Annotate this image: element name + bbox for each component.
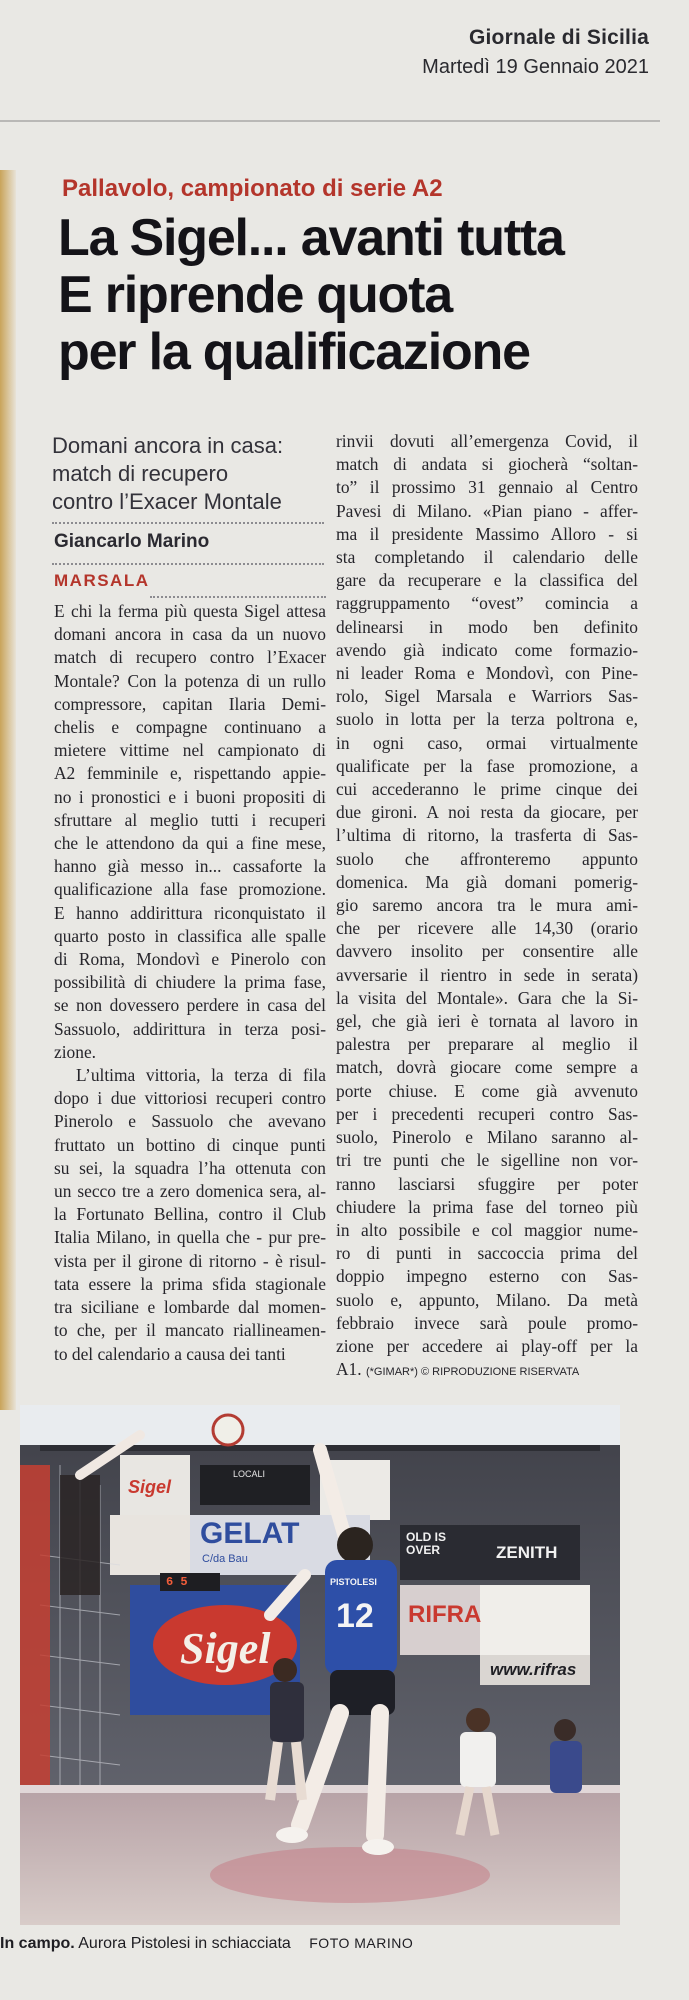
article-text-line: E hanno addirittura riconquistato il	[54, 902, 326, 923]
article-text-line: possibilità di chiudere la prima fase,	[54, 972, 326, 993]
article-text-line: in ogni caso, ormai virtualmente	[336, 732, 638, 753]
article-text-line: qualificate per la fase promozione, a	[336, 755, 638, 776]
article-text-line: vista per il girone di ritorno - è risul-	[54, 1250, 326, 1271]
deck-divider	[52, 522, 324, 524]
article-text-line: match di recupero contro l’Exacer	[54, 647, 326, 668]
article-text-line: avendo già indicato come formazio-	[336, 639, 638, 660]
article-text-line: gel, che già ieri è tornata al lavoro in	[336, 1011, 638, 1032]
sign-locali: LOCALI	[233, 1469, 266, 1479]
dateline: MARSALA	[54, 571, 150, 590]
article-text-line: dopo i due vittoriosi recuperi contro	[54, 1088, 326, 1109]
article-text-line: ma il presidente Massimo Alloro - si	[336, 523, 638, 544]
kicker: Pallavolo, campionato di serie A2	[62, 175, 443, 202]
article-column-2	[336, 430, 638, 1384]
article-text-line: raggruppamento “ovest” comincia a	[336, 593, 638, 614]
article-text-line: tra siciliane e lombarde dal momen-	[54, 1297, 326, 1318]
article-text-line: ranno lasciarsi sfuggire per poter	[336, 1173, 638, 1194]
article-text-line: tri tre punti che le sigelline non vor-	[336, 1150, 638, 1171]
article-column-1	[54, 600, 326, 1366]
headline-line: E riprende quota	[58, 266, 452, 324]
headline-line: per la qualificazione	[58, 323, 530, 381]
article-text-line: di Roma, Mondovì e Pinerolo con	[54, 949, 326, 970]
article-text-line: febbraio invece sarà poule promo-	[336, 1312, 638, 1333]
sign-address: C/da Bau	[202, 1553, 248, 1565]
article-text-line: to” il prossimo 31 gennaio al Centro	[336, 477, 638, 498]
article-text-line: quarto posto in classifica alle spalle	[54, 925, 326, 946]
article-text-line: porte chiuse. E come già avvenuto	[336, 1080, 638, 1101]
article-text-line: to del calendario a causa dei tanti	[54, 1343, 286, 1364]
jersey-number: 12	[336, 1597, 374, 1635]
article-text-line: davvero insolito per consentire alle	[336, 941, 638, 962]
reproduction-credit: (*GIMAR*) © RIPRODUZIONE RISERVATA	[365, 1366, 580, 1379]
article-text-line: suolo che affronteremo appunto	[336, 848, 638, 869]
article-text-line: L’ultima vittoria, la terza di fila	[76, 1065, 326, 1086]
article-text-line: sta completando il calendario delle	[336, 547, 638, 568]
article-text-line: match di andata si giocherà “soltan-	[336, 454, 638, 475]
article-text-line: zione.	[54, 1041, 97, 1062]
masthead-rule	[0, 120, 660, 122]
article-text-line: Montale? Con la potenza di un rullo	[54, 670, 326, 691]
dateline-divider	[150, 596, 326, 598]
article-text-line: chelis e compagne continuano a	[54, 717, 326, 738]
article-closing-line	[336, 1358, 638, 1384]
sign-sigel-small: Sigel	[128, 1477, 172, 1497]
photo-credit: FOTO MARINO	[309, 1935, 414, 1951]
article-text-line: che le attendono da qui a fine mese,	[54, 833, 326, 854]
article-text-line: qualificazione alla fase promozione.	[54, 879, 326, 900]
caption-text: Aurora Pistolesi in schiacciata	[78, 1935, 291, 1952]
issue-date: Martedì 19 Gennaio 2021	[422, 56, 649, 78]
deck-line: Domani ancora in casa:	[52, 433, 284, 458]
sign-old-is-over: OLD IS OVER	[406, 1530, 447, 1557]
photo-caption	[0, 1935, 413, 1953]
deck-line: contro l’Exacer Montale	[52, 489, 282, 514]
article-text-line: due gironi. A noi resta da giocare, per	[336, 802, 638, 823]
article-text-line: la Fortunato Bellina, contro il Club	[54, 1204, 326, 1225]
byline-divider	[52, 563, 324, 565]
article-text-line: E chi la ferma più questa Sigel attesa	[54, 601, 326, 621]
article-text-line: la visita del Montale». Gara che la Si-	[336, 987, 638, 1008]
caption-lead: In campo.	[0, 1935, 75, 1952]
scoreboard: 6 5	[166, 1575, 188, 1589]
byline: Giancarlo Marino	[54, 531, 210, 552]
sign-zenith: ZENITH	[496, 1543, 558, 1562]
article-text-line: sfruttare al meglio tutti i recuperi	[54, 809, 326, 830]
sign-website: www.rifras	[490, 1660, 577, 1679]
sign-sigel-big: Sigel	[180, 1624, 271, 1673]
newspaper-name: Giornale di Sicilia	[468, 26, 649, 49]
article-text-line: domani ancora in casa da un nuovo	[54, 624, 326, 645]
article-text-line: su sei, la squadra l’ha ottenuta con	[54, 1157, 326, 1178]
headline	[58, 210, 678, 381]
jersey-name: PISTOLESI	[330, 1577, 377, 1587]
article-text-line: no i pronostici e i buoni propositi di	[54, 786, 326, 807]
article-text-line: to che, per il mancato riallineamen-	[54, 1320, 326, 1341]
article-text-line: doppio impegno esterno con Sas-	[336, 1266, 638, 1287]
article-text-line: in alto possibile e col maggior nume-	[336, 1219, 638, 1240]
article-text-line: suolo in lotta per la terza poltrona e,	[336, 709, 638, 730]
sign-rifra: RIFRA	[408, 1601, 482, 1628]
article-text-line: ni leader Roma e Mondovì, con Pine-	[336, 663, 638, 684]
article-text-line: un secco tre a zero domenica sera, al-	[54, 1181, 326, 1202]
article-text-line: hanno già messo in... cassaforte la	[54, 856, 326, 877]
headline-line: La Sigel... avanti tutta	[58, 209, 564, 267]
article-text-line: tata essere la prima sfida stagionale	[54, 1273, 326, 1294]
article-text-line: Pinerolo e Sassuolo che avevano	[54, 1111, 326, 1132]
article-photo	[20, 1405, 620, 1925]
deck-line: match di recupero	[52, 461, 229, 486]
article-text-line: Italia Milano, in quella che - pur pre-	[54, 1227, 326, 1248]
article-text-line: l’ultima di ritorno, la trasferta di Sas-	[336, 825, 638, 846]
article-last-word: A1.	[336, 1359, 362, 1380]
adjacent-page-edge	[0, 170, 16, 1410]
article-text-line: ro di punti in saccoccia prima del	[336, 1243, 638, 1264]
article-text-line: compressore, capitan Ilaria Demi-	[54, 693, 326, 714]
article-text-line: match, dovrà giocare come sempre a	[336, 1057, 638, 1078]
article-text-line: palestra per preparare al meglio il	[336, 1034, 638, 1055]
article-text-line: per i precedenti recuperi contro Sas-	[336, 1103, 638, 1124]
article-text-line: A2 femminile e, rispettando appie-	[54, 763, 326, 784]
article-text-line: domenica. Ma già domani pomerig-	[336, 871, 638, 892]
article-text-line: suolo, Pinerolo e Milano saranno al-	[336, 1127, 638, 1148]
article-text-line: zione per accedere ai play-off per la	[336, 1335, 638, 1356]
sign-gelat: GELAT	[200, 1517, 300, 1550]
article-text-line: mietere vittime nel campionato di	[54, 740, 326, 761]
article-text-line: cui accederanno le prime cinque dei	[336, 779, 638, 800]
article-text-line: delinearsi in modo ben definito	[336, 616, 638, 637]
article-text-line: fruttato un bottino di cinque punti	[54, 1134, 326, 1155]
article-text-line: suolo e, appunto, Milano. Da metà	[336, 1289, 638, 1310]
article-text-line: gio saremo ancora tra le mura ami-	[336, 895, 638, 916]
article-text-line: avversarie il rientro in sede in serata)	[336, 964, 638, 985]
article-text-line: Sassuolo, addirittura in terza posi-	[54, 1018, 326, 1039]
masthead	[422, 26, 649, 79]
article-text-line: se non dovessero perdere in casa del	[54, 995, 326, 1016]
article-text-line: rinvii dovuti all’emergenza Covid, il	[336, 431, 638, 451]
article-text-line: gare da recuperare e la classifica del	[336, 570, 638, 591]
article-text-line: chiudere la prima fase del torneo più	[336, 1196, 638, 1217]
article-text-line: Pavesi di Milano. «Pian piano - affer-	[336, 500, 638, 521]
article-text-line: che per ricevere alle 14,30 (orario	[336, 918, 638, 939]
article-text-line: rolo, Sigel Marsala e Warriors Sas-	[336, 686, 638, 707]
deck	[52, 432, 322, 516]
